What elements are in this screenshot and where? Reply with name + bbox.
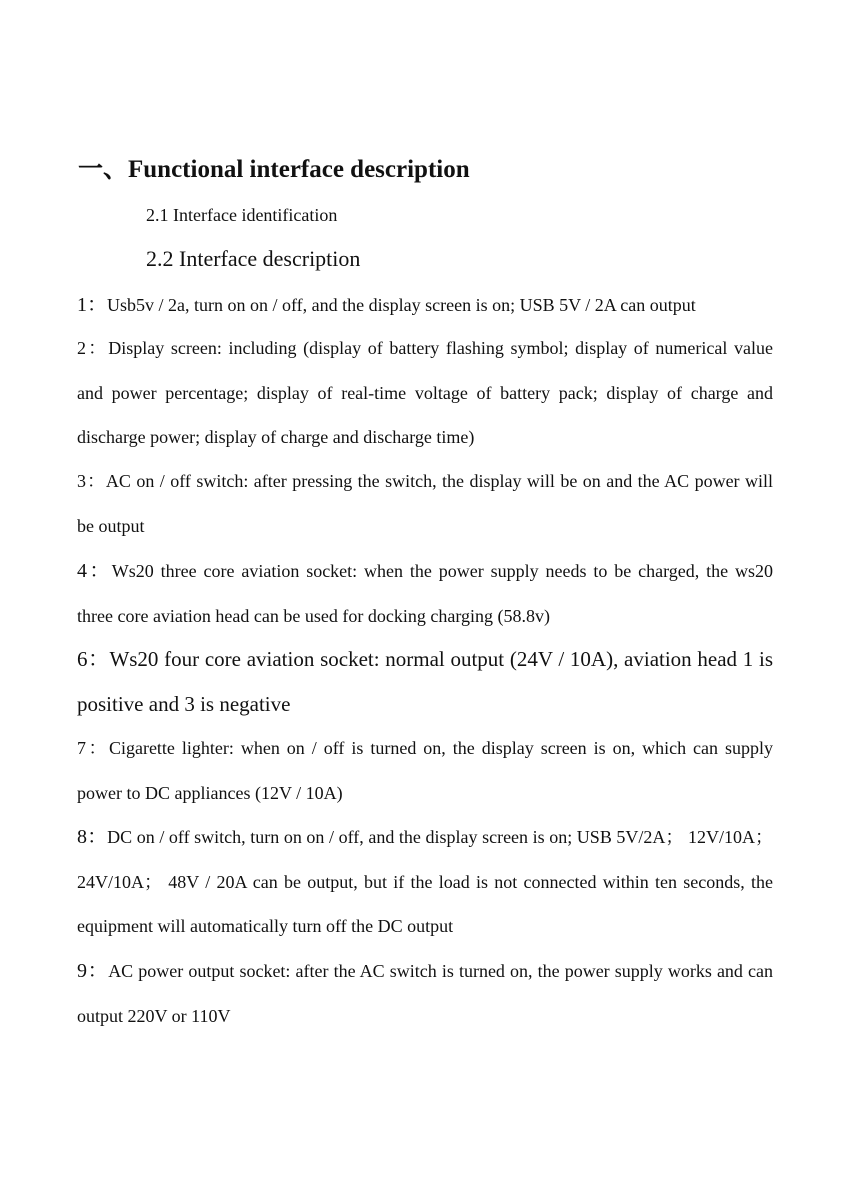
item-dc-switch xyxy=(77,815,773,949)
item-ws20-four-core xyxy=(77,637,773,726)
item-number: 4： xyxy=(77,560,112,582)
item-text: DC on / off switch, turn on on / off, and the display screen is on; USB 5V/2A； 12V/10A； 24V/10A； 48V / 20A can be output, but if the load is not connected within ten seconds, the equipment will automatically turn off the DC output xyxy=(77,827,773,936)
item-ac-output-socket xyxy=(77,949,773,1038)
item-number: 2： xyxy=(77,338,109,358)
item-usb-switch xyxy=(77,283,773,328)
item-number: 3： xyxy=(77,471,106,491)
section-heading: 一、Functional interface description xyxy=(78,156,470,183)
item-text: Display screen: including (display of battery flashing symbol; display of numerical value and power percentage; display of real-time voltage of battery pack; display of charge and discharge power; display of charge and discharge time) xyxy=(77,338,774,447)
item-ac-switch xyxy=(77,459,773,548)
item-display-screen xyxy=(77,326,773,460)
item-number: 1： xyxy=(77,294,107,316)
subheading-interface-identification: 2.1 Interface identification xyxy=(146,205,338,225)
item-number: 9： xyxy=(77,960,109,982)
item-number: 7： xyxy=(77,738,109,758)
item-ws20-three-core xyxy=(77,549,773,638)
item-number: 8： xyxy=(77,826,108,848)
item-number: 6： xyxy=(77,647,110,671)
item-text: Ws20 three core aviation socket: when the power supply needs to be charged, the ws20 three core aviation head can be used for docking charging (58.8v) xyxy=(77,561,774,626)
item-cigarette-lighter xyxy=(77,726,773,815)
item-text: AC on / off switch: after pressing the switch, the display will be on and the AC power will be output xyxy=(77,471,774,536)
item-text: Ws20 four core aviation socket: normal output (24V / 10A), aviation head 1 is positive and 3 is negative xyxy=(77,647,773,716)
item-text: Cigarette lighter: when on / off is turned on, the display screen is on, which can supply power to DC appliances (12V / 10A) xyxy=(77,738,774,803)
item-text: Usb5v / 2a, turn on on / off, and the display screen is on; USB 5V / 2A can output xyxy=(107,295,696,315)
item-text: AC power output socket: after the AC switch is turned on, the power supply works and can output 220V or 110V xyxy=(77,961,774,1026)
subheading-interface-description: 2.2 Interface description xyxy=(146,246,361,271)
